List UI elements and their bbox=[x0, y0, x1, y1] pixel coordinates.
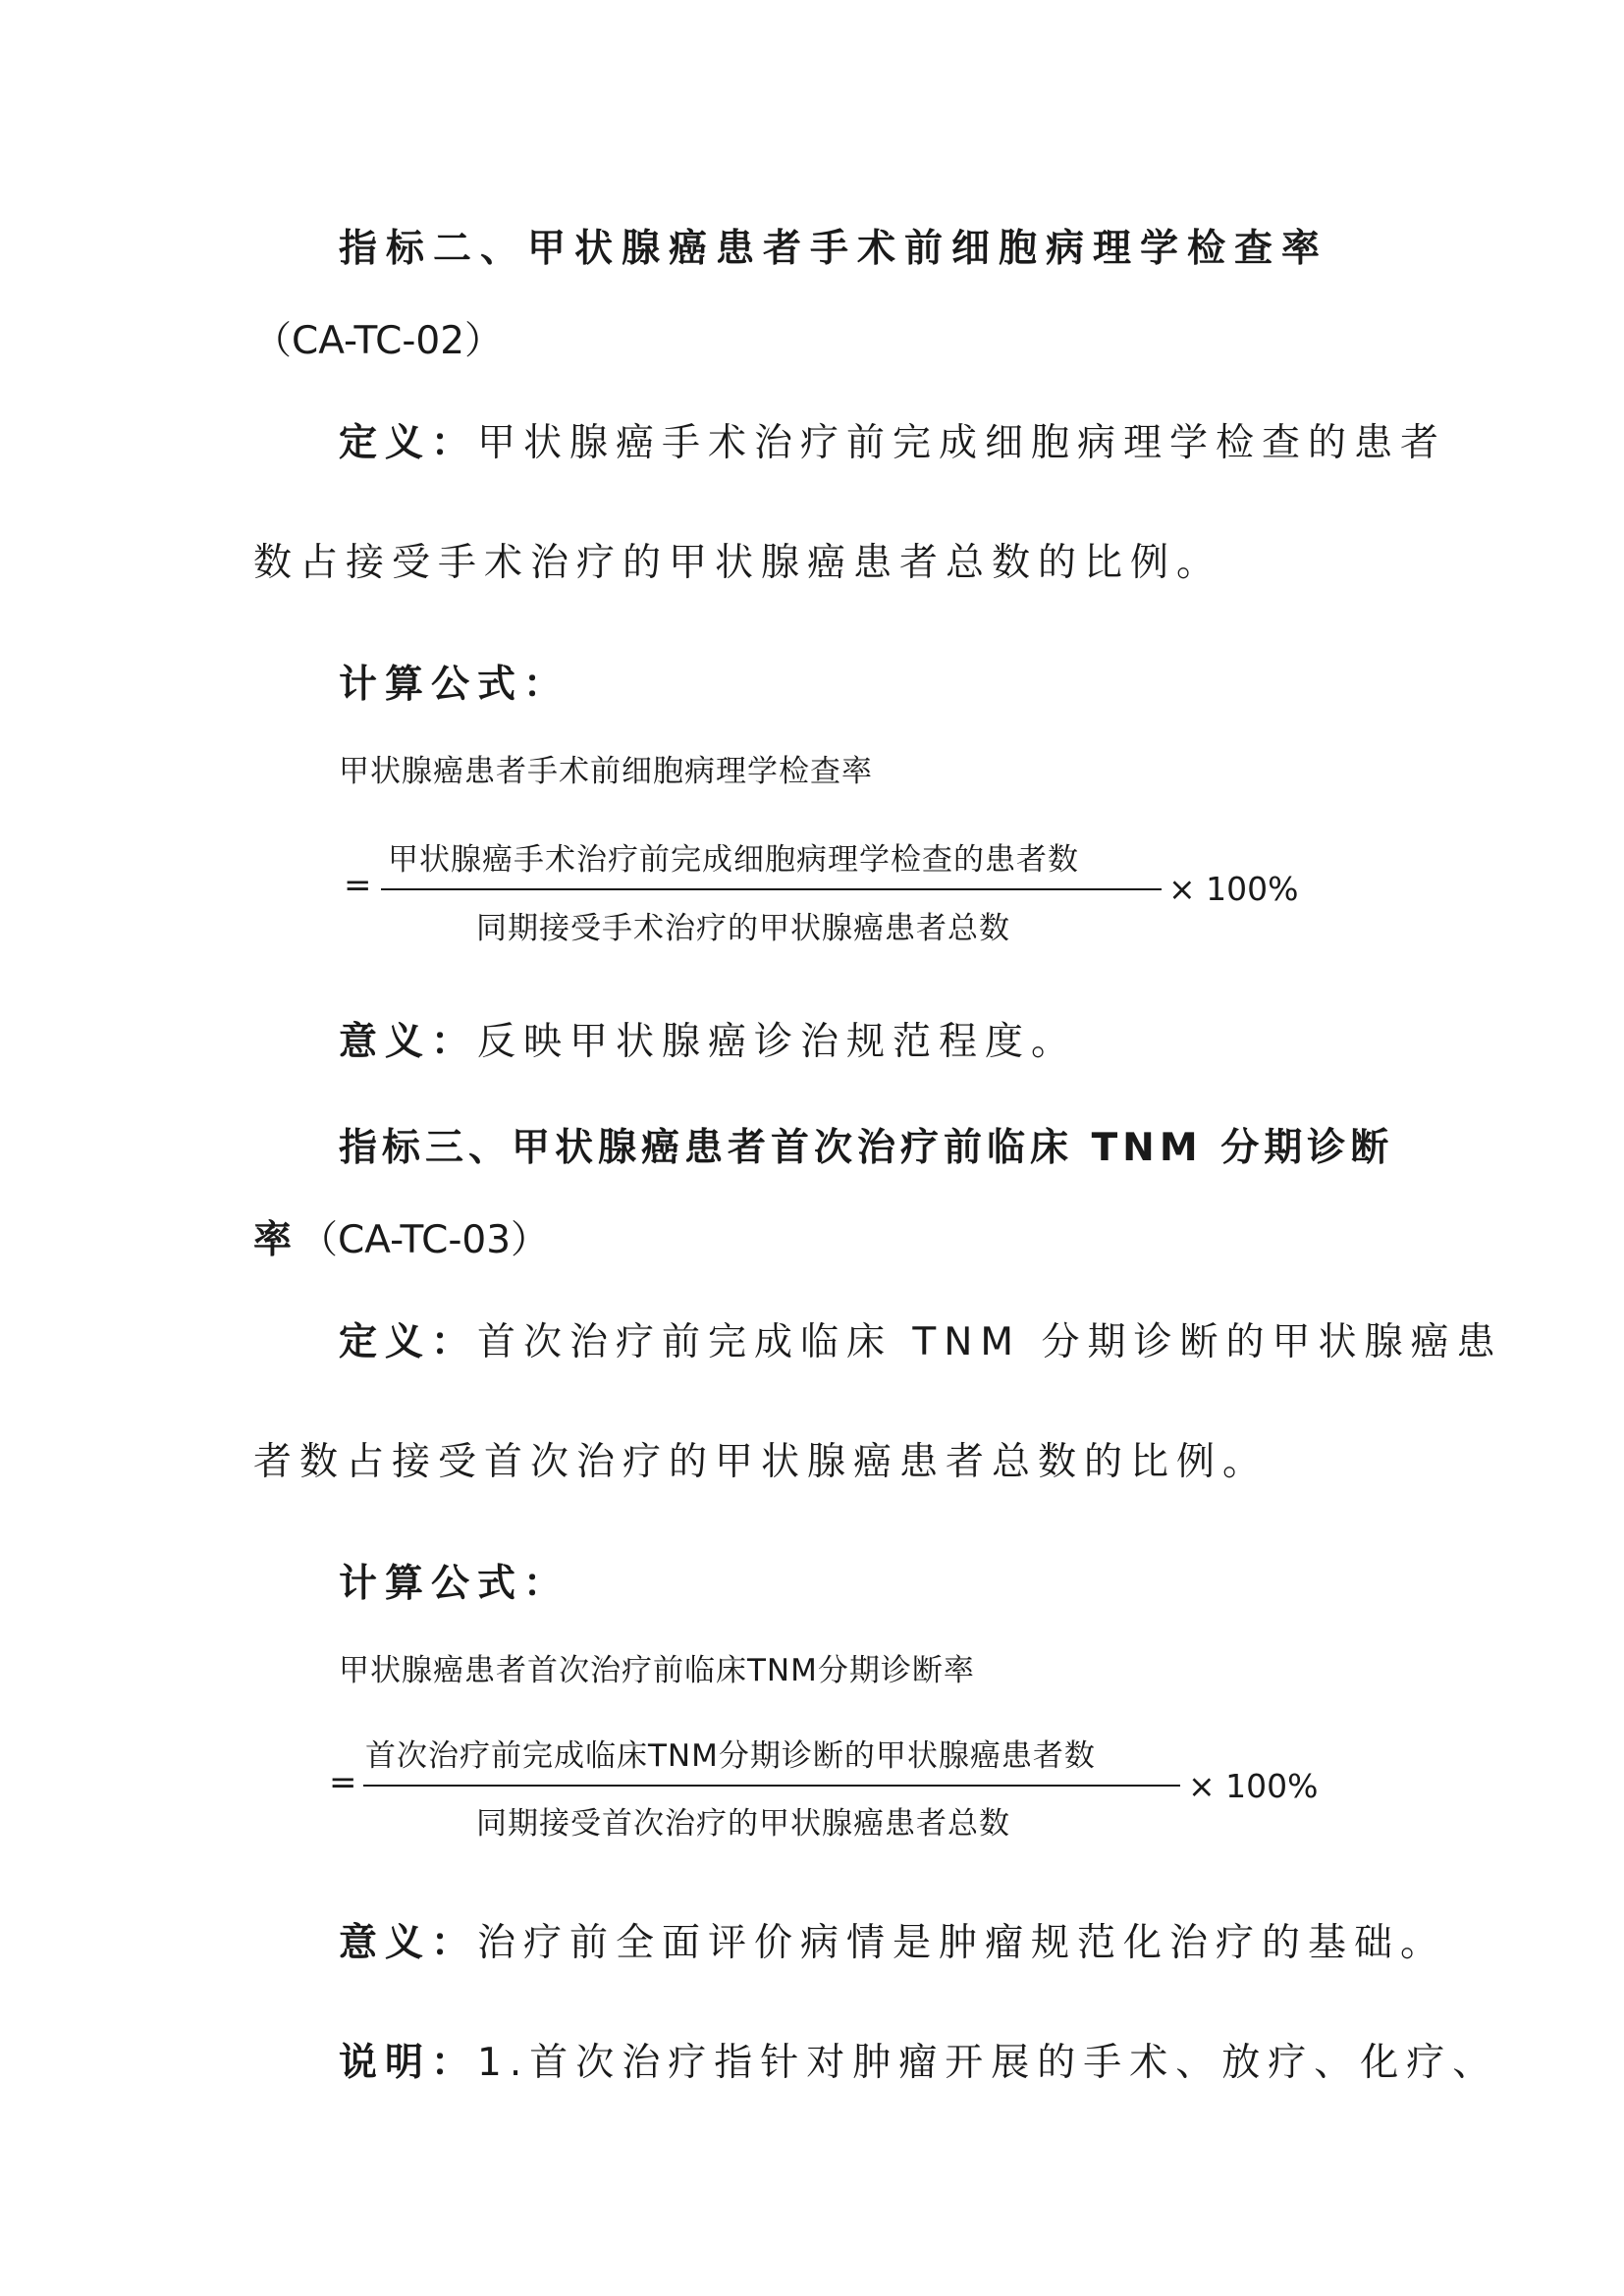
indicator2-formula-name: 甲状腺癌患者手术前细胞病理学检查率 bbox=[339, 754, 873, 789]
definition-text: 首次治疗前完成临床 TNM 分期诊断的甲状腺癌患 bbox=[477, 1320, 1503, 1364]
indicator2-title-text: 指标二、甲状腺癌患者手术前细胞病理学检查率 bbox=[339, 227, 1329, 271]
indicator3-numerator: 首次治疗前完成临床TNM分期诊断的甲状腺癌患者数 bbox=[365, 1738, 1096, 1774]
indicator3-formula-name: 甲状腺癌患者首次治疗前临床TNM分期诊断率 bbox=[339, 1653, 975, 1688]
indicator3-definition bbox=[339, 1311, 1502, 1366]
meaning-label: 意义： bbox=[339, 1020, 478, 1064]
indicator2-definition-cont: 数占接受手术治疗的甲状腺癌患者总数的比例。 bbox=[253, 541, 1223, 585]
indicator3-formula-label: 计算公式： bbox=[339, 1562, 570, 1606]
indicator3-title-cont bbox=[253, 1209, 549, 1264]
definition-text: 甲状腺癌手术治疗前完成细胞病理学检查的患者 bbox=[477, 421, 1447, 465]
indicator2-denominator: 同期接受手术治疗的甲状腺癌患者总数 bbox=[476, 911, 1010, 946]
indicator3-meaning bbox=[339, 1912, 1446, 1967]
indicator2-numerator: 甲状腺癌手术治疗前完成细胞病理学检查的患者数 bbox=[388, 842, 1079, 878]
indicator2-title bbox=[339, 218, 1328, 273]
indicator2-definition bbox=[339, 412, 1446, 467]
indicator3-note bbox=[339, 2032, 1498, 2087]
indicator3-denominator: 同期接受首次治疗的甲状腺癌患者总数 bbox=[476, 1806, 1010, 1842]
definition-label: 定义： bbox=[339, 1320, 478, 1364]
note-label: 说明： bbox=[339, 2041, 478, 2085]
meaning-label: 意义： bbox=[339, 1921, 478, 1965]
indicator3-definition-cont: 者数占接受首次治疗的甲状腺癌患者总数的比例。 bbox=[253, 1440, 1270, 1484]
indicator2-equals: = bbox=[344, 866, 372, 905]
indicator3-title: 指标三、甲状腺癌患者首次治疗前临床 TNM 分期诊断 bbox=[339, 1126, 1394, 1170]
indicator2-fraction-bar bbox=[381, 888, 1162, 890]
indicator2-meaning bbox=[339, 1011, 1077, 1066]
meaning-text: 反映甲状腺癌诊治规范程度。 bbox=[477, 1020, 1078, 1064]
meaning-text: 治疗前全面评价病情是肿瘤规范化治疗的基础。 bbox=[477, 1921, 1447, 1965]
indicator3-code: （CA-TC-03） bbox=[299, 1218, 550, 1262]
indicator3-fraction-bar bbox=[363, 1785, 1180, 1787]
note-text: 1.首次治疗指针对肿瘤开展的手术、放疗、化疗、 bbox=[477, 2041, 1499, 2085]
definition-label: 定义： bbox=[339, 421, 478, 465]
indicator2-code: （CA-TC-02） bbox=[253, 319, 504, 363]
indicator3-multiplier: × 100% bbox=[1188, 1767, 1319, 1805]
indicator3-equals: = bbox=[329, 1763, 357, 1802]
indicator3-title-prefix: 率 bbox=[253, 1218, 300, 1262]
indicator2-multiplier: × 100% bbox=[1168, 870, 1299, 908]
indicator2-formula-label: 计算公式： bbox=[339, 663, 570, 707]
